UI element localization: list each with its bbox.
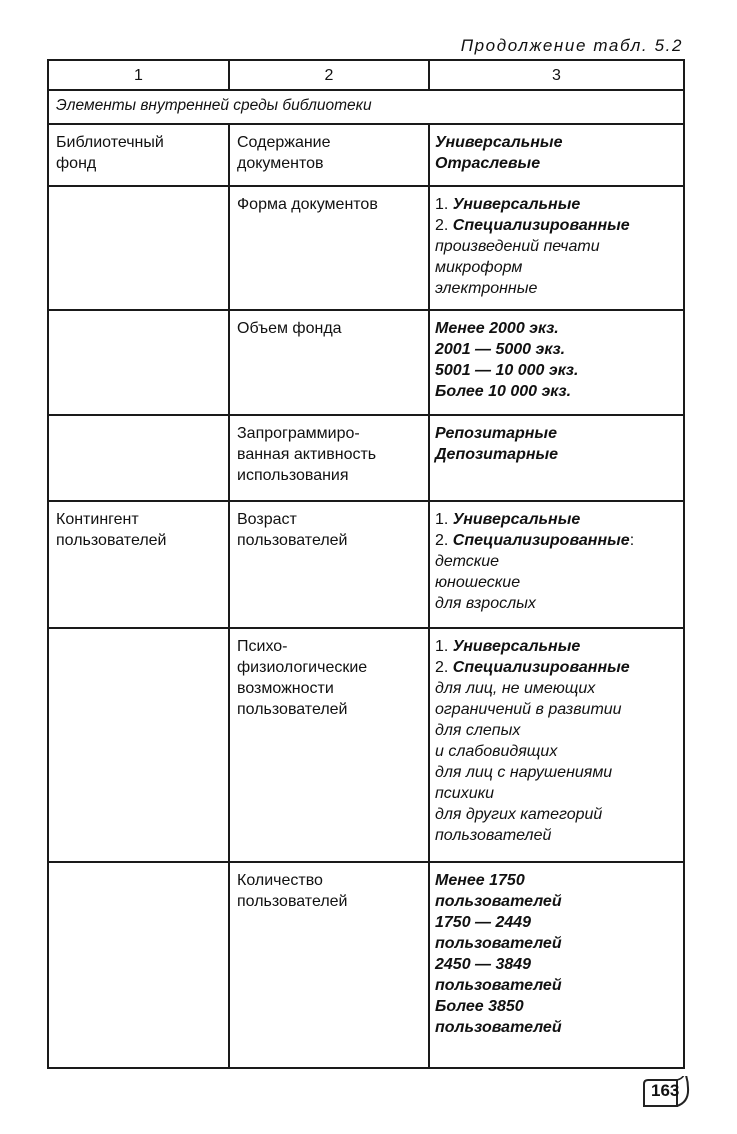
cell-line: микроформ — [435, 259, 523, 276]
row-category-cell — [48, 415, 229, 501]
cell-line: для лиц с нарушениями — [435, 764, 613, 781]
list-number: 1. — [435, 638, 449, 655]
cell-line: произведений печати — [435, 238, 600, 255]
cell-line: Менее 1750 — [435, 872, 525, 889]
cell-line: детские — [435, 553, 500, 570]
list-number: 1. — [435, 511, 449, 528]
table-row — [48, 186, 684, 310]
row-types-cell — [429, 628, 684, 862]
header-col-1: 1 — [48, 60, 229, 90]
row-category-cell — [48, 501, 229, 628]
cell-line: документов — [237, 155, 324, 172]
page-number-tab — [641, 1076, 691, 1108]
list-number: 1. — [435, 196, 449, 213]
cell-line: для слепых — [435, 722, 521, 739]
cell-line: Форма документов — [237, 196, 378, 213]
cell-line: пользователей — [237, 893, 348, 910]
row-category-cell — [48, 186, 229, 310]
cell-line: Контингент — [56, 511, 139, 528]
row-parameter-cell — [229, 415, 429, 501]
list-number: 2. — [435, 659, 449, 676]
cell-line: Запрограммиро- — [237, 425, 360, 442]
cell-line: Более 10 000 экз. — [435, 383, 572, 400]
row-category-cell — [48, 628, 229, 862]
cell-line: Возраст — [237, 511, 297, 528]
cell-line: использования — [237, 467, 349, 484]
row-parameter-cell — [229, 310, 429, 415]
header-col-3: 3 — [429, 60, 684, 90]
cell-line: пользователей — [237, 701, 348, 718]
row-types-cell — [429, 501, 684, 628]
table-row — [48, 628, 684, 862]
bold-term: Специализированные — [452, 659, 630, 676]
cell-line: электронные — [435, 280, 538, 297]
cell-line: возможности — [237, 680, 334, 697]
cell-line: пользователей — [56, 532, 167, 549]
table-caption: Продолжение табл. 5.2 — [460, 36, 683, 55]
cell-line: юношеские — [435, 574, 521, 591]
table-row — [48, 310, 684, 415]
bold-term: Универсальные — [452, 511, 581, 528]
cell-line: пользователей — [237, 532, 348, 549]
cell-line: пользователей — [435, 935, 562, 952]
cell-line: Универсальные — [435, 134, 563, 151]
cell-line: 1750 — 2449 — [435, 914, 532, 931]
cell-line: пользователей — [435, 977, 562, 994]
row-parameter-cell — [229, 501, 429, 628]
table-row — [48, 501, 684, 628]
cell-line: Отраслевые — [435, 155, 541, 172]
cell-line: Количество — [237, 872, 323, 889]
cell-line: пользователей — [435, 893, 562, 910]
cell-line: и слабовидящих — [435, 743, 558, 760]
cell-line: физиологические — [237, 659, 368, 676]
table-row — [48, 415, 684, 501]
row-parameter-cell — [229, 124, 429, 186]
cell-line: Менее 2000 экз. — [435, 320, 559, 337]
section-row — [48, 90, 684, 124]
row-types-cell — [429, 862, 684, 1068]
page-number: 163 — [651, 1081, 680, 1100]
list-number: 2. — [435, 532, 449, 549]
row-category-cell — [48, 310, 229, 415]
cell-line: Библиотечный — [56, 134, 164, 151]
cell-line: психики — [435, 785, 495, 802]
cell-line: Более 3850 — [435, 998, 524, 1015]
cell-line: 2001 — 5000 экз. — [435, 341, 566, 358]
cell-line: Депозитарные — [435, 446, 559, 463]
cell-line: фонд — [56, 155, 97, 172]
cell-line: Содержание — [237, 134, 331, 151]
bold-term: Специализированные — [452, 217, 630, 234]
table-row — [48, 862, 684, 1068]
bold-term: Специализированные — [452, 532, 630, 549]
row-parameter-cell — [229, 186, 429, 310]
cell-line: ванная активность — [237, 446, 377, 463]
list-number: 2. — [435, 217, 449, 234]
cell-line: Психо- — [237, 638, 288, 655]
cell-line: Объем фонда — [237, 320, 342, 337]
cell-line: пользователей — [435, 1019, 562, 1036]
row-types-cell — [429, 124, 684, 186]
row-parameter-cell — [229, 862, 429, 1068]
row-types-cell — [429, 415, 684, 501]
header-col-2: 2 — [229, 60, 429, 90]
cell-line: для других категорий — [435, 806, 603, 823]
table-row — [48, 124, 684, 186]
continuation-table — [47, 59, 685, 1069]
table-header-row — [48, 60, 684, 90]
bold-term: Универсальные — [452, 638, 581, 655]
section-title: Элементы внутренней среды библиотеки — [48, 90, 684, 124]
cell-line: 2450 — 3849 — [435, 956, 532, 973]
row-parameter-cell — [229, 628, 429, 862]
row-category-cell — [48, 862, 229, 1068]
cell-line: 5001 — 10 000 экз. — [435, 362, 579, 379]
row-category-cell — [48, 124, 229, 186]
row-types-cell — [429, 186, 684, 310]
cell-line: пользователей — [435, 827, 552, 844]
cell-line: для взрослых — [435, 595, 536, 612]
cell-line: ограничений в развитии — [435, 701, 622, 718]
cell-line: для лиц, не имеющих — [435, 680, 596, 697]
colon: : — [629, 532, 635, 549]
bold-term: Универсальные — [452, 196, 581, 213]
cell-line: Репозитарные — [435, 425, 557, 442]
row-types-cell — [429, 310, 684, 415]
